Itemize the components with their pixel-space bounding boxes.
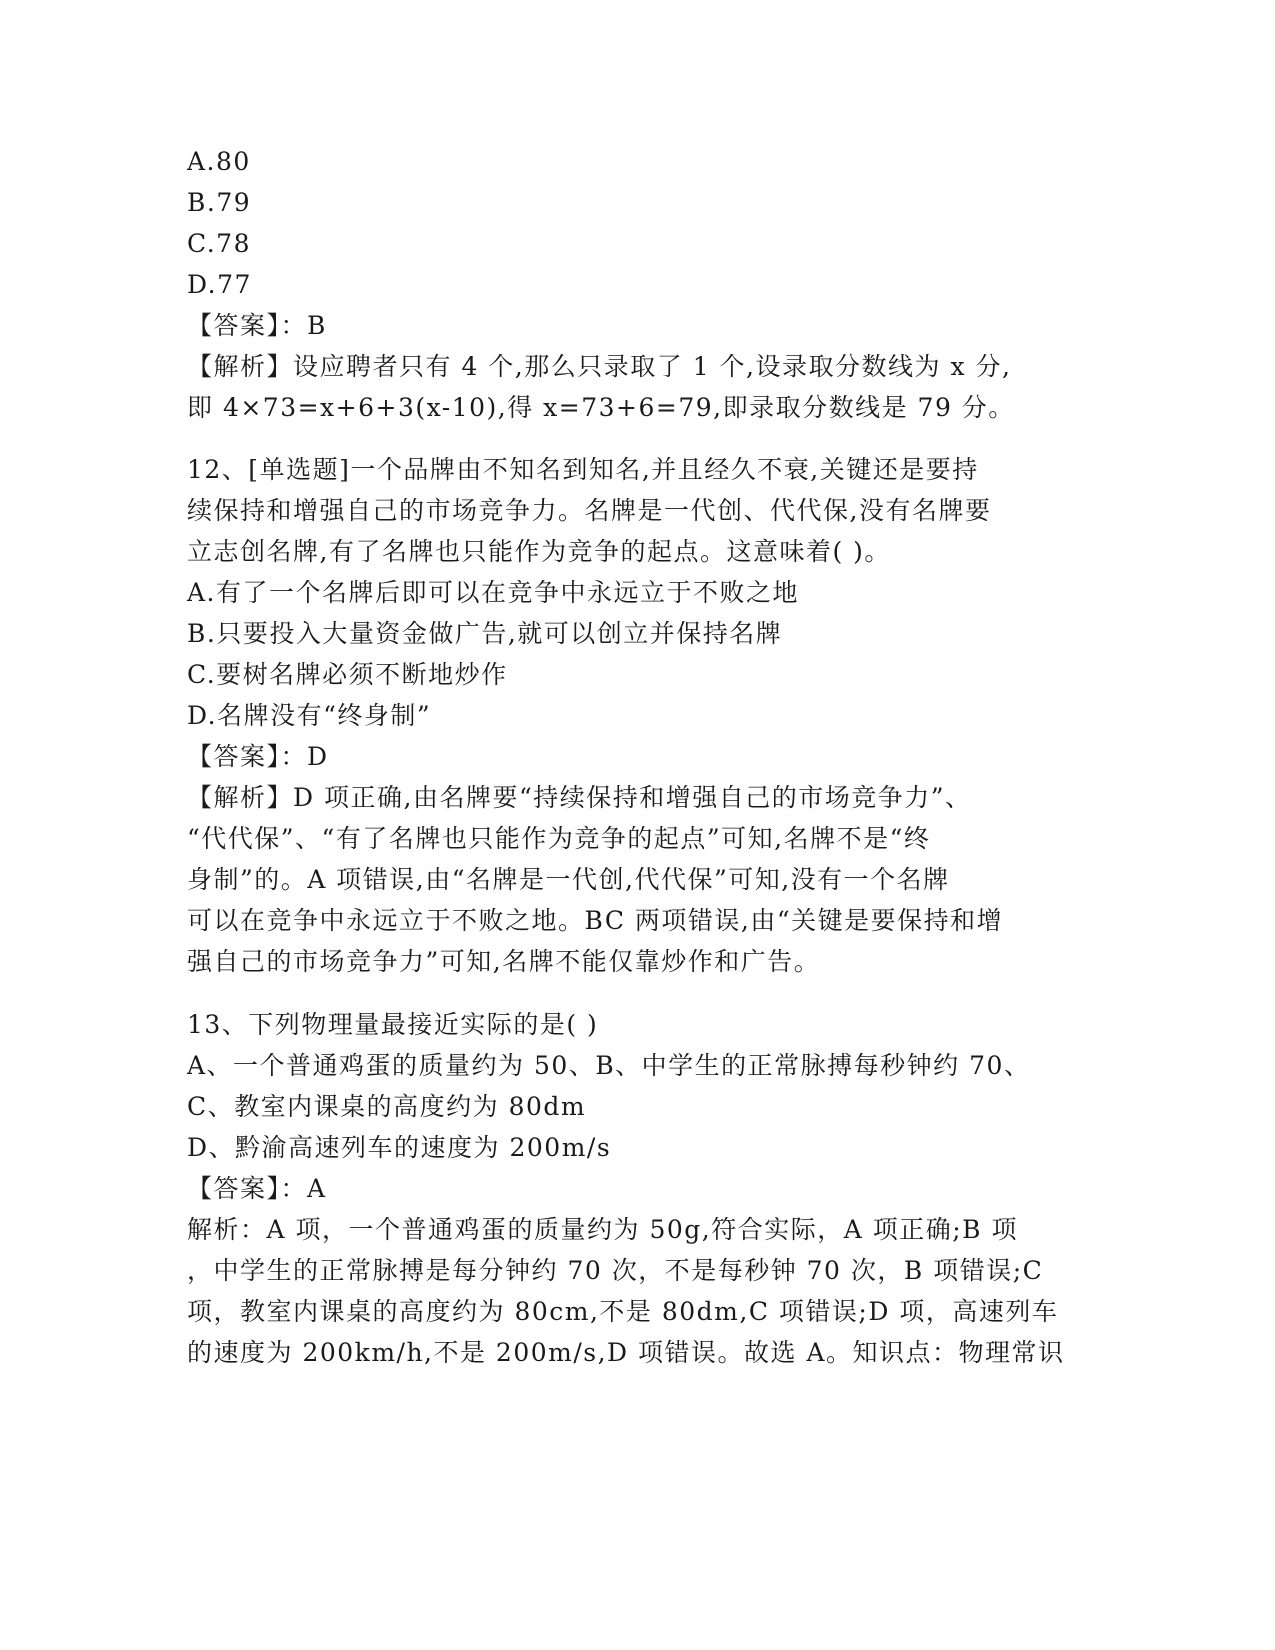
q13-answer: 【答案】：A	[187, 1174, 327, 1203]
q11-option-a: A.80	[187, 147, 251, 176]
q12-stem-line: 立志创名牌,有了名牌也只能作为竞争的起点。这意味着( )。	[187, 537, 891, 566]
q12-stem-line: 12、[单选题]一个品牌由不知名到知名,并且经久不衰,关键还是要持	[187, 455, 979, 484]
q12-analysis-line: 可以在竞争中永远立于不败之地。BC 两项错误,由“关键是要保持和增	[187, 906, 1004, 935]
q12-option-c: C.要树名牌必须不断地炒作	[187, 660, 508, 689]
q12-analysis-line: 【解析】D 项正确,由名牌要“持续保持和增强自己的市场竞争力”、	[187, 783, 972, 812]
q12-stem-line: 续保持和增强自己的市场竞争力。名牌是一代创、代代保,没有名牌要	[187, 496, 992, 525]
q12-answer: 【答案】：D	[187, 742, 329, 771]
q13-stem: 13、下列物理量最接近实际的是( )	[187, 1010, 599, 1039]
q11-option-d: D.77	[187, 270, 252, 299]
q11-option-c: C.78	[187, 229, 251, 258]
q13-option-line: A、一个普通鸡蛋的质量约为 50、B、中学生的正常脉搏每秒钟约 70、	[187, 1051, 1031, 1080]
q13-analysis-line: ，中学生的正常脉搏是每分钟约 70 次，不是每秒钟 70 次，B 项错误;C	[187, 1256, 1044, 1285]
q11-option-b: B.79	[187, 188, 252, 217]
q13-analysis-line: 解析：A 项，一个普通鸡蛋的质量约为 50g,符合实际，A 项正确;B 项	[187, 1215, 1018, 1244]
q11-analysis-line: 【解析】设应聘者只有 4 个,那么只录取了 1 个,设录取分数线为 x 分,	[187, 352, 1012, 381]
q11-answer: 【答案】：B	[187, 311, 327, 340]
q13-option-line: C、教室内课桌的高度约为 80dm	[187, 1092, 587, 1121]
q12-analysis-line: “代代保”、“有了名牌也只能作为竞争的起点”可知,名牌不是“终	[187, 824, 931, 853]
q12-analysis-line: 强自己的市场竞争力”可知,名牌不能仅靠炒作和广告。	[187, 947, 821, 976]
q12-option-d: D.名牌没有“终身制”	[187, 701, 432, 730]
q12-option-b: B.只要投入大量资金做广告,就可以创立并保持名牌	[187, 619, 783, 648]
q13-option-line: D、黔渝高速列车的速度为 200m/s	[187, 1133, 612, 1162]
q11-analysis-line: 即 4×73=x+6+3(x-10),得 x=73+6=79,即录取分数线是 79 分。	[187, 393, 1015, 422]
q12-analysis-line: 身制”的。A 项错误,由“名牌是一代创,代代保”可知,没有一个名牌	[187, 865, 950, 894]
q13-analysis-line: 项，教室内课桌的高度约为 80cm,不是 80dm,C 项错误;D 项，高速列车	[187, 1297, 1059, 1326]
q13-analysis-line: 的速度为 200km/h,不是 200m/s,D 项错误。故选 A。知识点：物理常识	[187, 1338, 1065, 1367]
q12-option-a: A.有了一个名牌后即可以在竞争中永远立于不败之地	[187, 578, 800, 607]
